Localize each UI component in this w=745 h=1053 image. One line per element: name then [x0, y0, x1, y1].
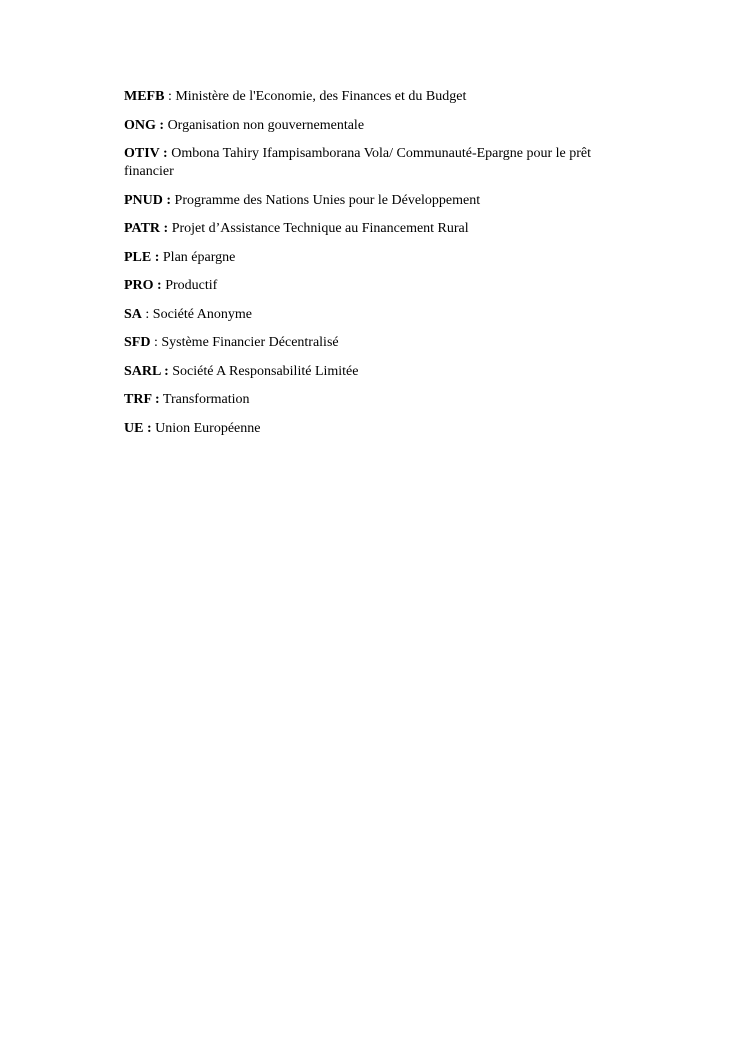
abbreviation: SARL :: [124, 363, 169, 379]
abbreviation: ONG :: [124, 117, 165, 133]
definition: Projet d’Assistance Technique au Financement Rural: [171, 221, 469, 236]
glossary-entry-patr: [124, 220, 644, 238]
glossary-entry-ue: [124, 420, 644, 438]
glossary-entry-ong: [124, 117, 644, 135]
separator: :: [150, 335, 162, 350]
separator: :: [164, 89, 176, 104]
abbreviation: PRO :: [124, 278, 162, 293]
definition: Société A Responsabilité Limitée: [172, 363, 359, 379]
abbreviation: SA: [124, 306, 142, 322]
definition: Ombona Tahiry Ifampisamborana Vola/ Communauté-Epargne pour le prêt financier: [124, 146, 592, 179]
glossary-entry-ple: [124, 249, 644, 267]
definition: Programme des Nations Unies pour le Développement: [174, 192, 481, 208]
definition: Ministère de l'Economie, des Finances et du Budget: [175, 89, 467, 104]
glossary-entry-trf: [124, 391, 644, 409]
glossary-entry-sfd: [124, 334, 644, 352]
abbreviation: MEFB: [124, 89, 165, 104]
glossary-entry-mefb: [124, 88, 644, 106]
abbreviation: PATR :: [124, 221, 169, 236]
glossary-entry-pro: [124, 277, 644, 295]
separator: :: [141, 306, 153, 322]
abbreviation: PNUD :: [124, 192, 172, 208]
definition: Système Financier Décentralisé: [161, 335, 339, 350]
glossary-entry-sa: [124, 306, 644, 324]
definition: Transformation: [162, 392, 250, 407]
definition: Productif: [165, 278, 218, 293]
abbreviation: SFD: [124, 335, 151, 350]
abbreviation: UE :: [124, 420, 152, 436]
abbreviation-list: [124, 88, 644, 448]
glossary-entry-pnud: [124, 192, 644, 210]
abbreviation: OTIV :: [124, 146, 168, 161]
abbreviation: PLE :: [124, 249, 160, 265]
definition: Organisation non gouvernementale: [167, 117, 365, 133]
glossary-entry-otiv: [124, 145, 644, 181]
definition: Plan épargne: [162, 249, 236, 265]
abbreviation: TRF :: [124, 392, 160, 407]
definition: Union Européenne: [155, 420, 261, 436]
glossary-entry-sarl: [124, 363, 644, 381]
definition: Société Anonyme: [152, 306, 252, 322]
